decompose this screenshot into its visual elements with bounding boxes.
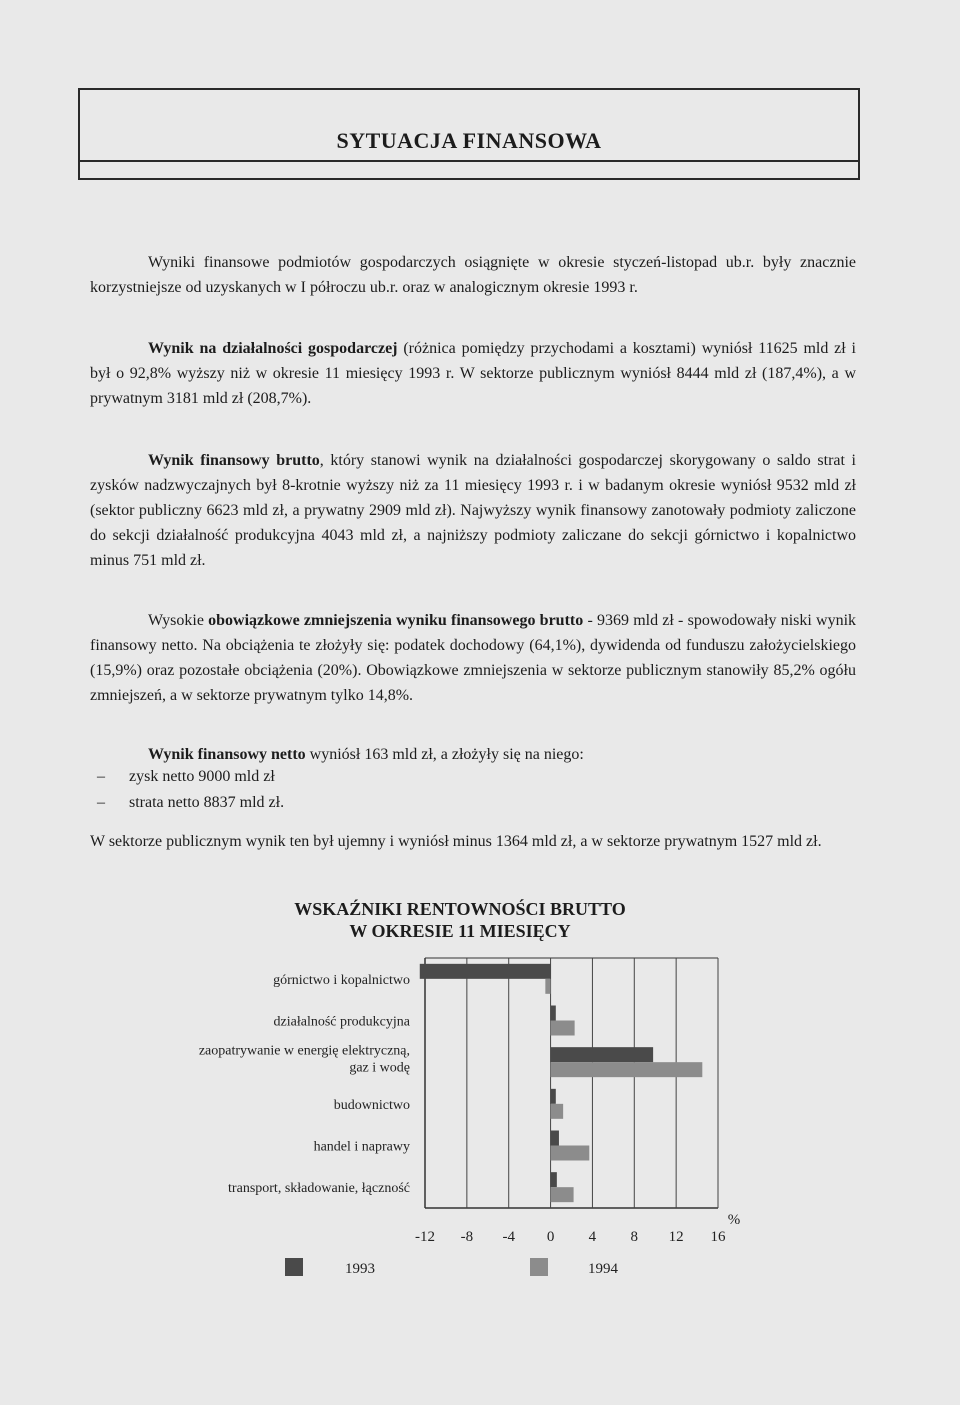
x-tick-label: 4 [588,1229,597,1245]
term-business-result: Wynik na działalności gospodarczej [148,340,398,357]
bar-1994 [551,1146,590,1161]
category-label: gaz i wodę [349,1060,410,1076]
legend-swatch-1994 [530,1258,548,1276]
bar-1993 [551,1172,557,1187]
paragraph-deductions-pre: Wysokie [148,612,209,629]
paragraph-gross-result-text: , który stanowi wynik na działalności gospodarczej skorygowany o saldo strat i zysków nadzwyczajnych był 8-krotnie wyższy niż za 11 miesięcy 1993 r. i w badanym okresie wyniósł 9532 mld zł (sektor publiczny 6623 mld zł, a prywatny 2909 mld zł). Najwyższy wynik finansowy zanotowały podmioty zaliczone do sekcji działalność produkcyjna 4043 mld zł, a najniższy podmioty zaliczane do sekcji górnictwo i kopalnictwo minus 751 mld zł. [90,452,856,569]
paragraph-net-result-text: wyniósł 163 mld zł, a złożyły się na niego: [305,746,584,763]
bar-1994 [551,1187,574,1202]
category-label: budownictwo [333,1097,410,1113]
x-tick-label: 16 [710,1229,726,1245]
term-gross-result: Wynik finansowy brutto [148,452,320,469]
x-tick-label: 0 [546,1229,555,1245]
category-label: działalność produkcyjna [273,1014,410,1030]
bar-1993 [551,1131,559,1146]
x-tick-label: -4 [502,1229,515,1245]
x-tick-label: 12 [668,1229,684,1245]
list-item-text: zysk netto 9000 mld zł [129,768,275,785]
bar-1993 [420,964,551,979]
page-title: SYTUACJA FINANSOWA [336,128,602,153]
category-label: transport, składowanie, łączność [228,1181,410,1197]
chart-title-line-2: W OKRESIE 11 MIESIĘCY [349,921,571,941]
paragraph-intro-text: Wyniki finansowe podmiotów gospodarczych osiągnięte w okresie styczeń-listopad ub.r. były znacznie korzystniejsze od uzyskanych w I półroczu ub.r. oraz w analogicznym okresie 1993 r. [90,254,856,296]
paragraph-business-result-text: (różnica pomiędzy przychodami a kosztami) wyniósł 11625 mld zł i był o 92,8% wyższy niż w okresie 11 miesięcy 1993 r. W sektorze publicznym wyniósł 8444 mld zł (187,4%), a w prywatnym 3181 mld zł (208,7%). [90,340,856,407]
category-label: zaopatrywanie w energię elektryczną, [198,1043,410,1059]
x-tick-label: -8 [460,1229,474,1245]
legend-swatch-1993 [285,1258,303,1276]
legend-label: 1993 [345,1261,375,1277]
x-tick-label: -12 [415,1229,435,1245]
chart-title-line-1: WSKAŹNIKI RENTOWNOŚCI BRUTTO [294,899,626,919]
bar-1994 [551,1104,564,1119]
bar-1993 [551,1089,556,1104]
bar-1993 [551,1047,654,1062]
paragraph-deductions-text: - 9369 mld zł - spowodowały niski wynik finansowy netto. Na obciążenia te złożyły się: podatek dochodowy (64,1%), dywidenda od funduszu założycielskiego (15,9%) oraz pozostałe obciążenia (20%). Obowiązkowe zmniejszenia w sektorze publicznym stanowiły 85,2% ogółu zmniejszeń, a w sektorze prywatnym tylko 14,8%. [90,612,857,704]
list-item: – strata netto 8837 mld zł. [97,794,285,811]
bar-1993 [551,1006,556,1021]
paragraph-sectors-text: W sektorze publicznym wynik ten był ujemny i wyniósł minus 1364 mld zł, a w sektorze prywatnym 1527 mld zł. [90,833,822,850]
category-label: górnictwo i kopalnictwo [273,972,410,988]
list-item: – zysk netto 9000 mld zł [97,768,275,785]
x-tick-label: 8 [630,1229,639,1245]
x-unit-label: % [727,1212,741,1228]
bar-1994 [551,1021,575,1036]
term-deductions: obowiązkowe zmniejszenia wyniku finansowego brutto [208,612,584,629]
bar-1994 [551,1062,703,1077]
term-net-result: Wynik finansowy netto [148,746,306,763]
category-label: handel i naprawy [313,1139,410,1155]
legend-label: 1994 [588,1261,618,1277]
list-item-text: strata netto 8837 mld zł. [129,794,285,811]
bar-1994 [545,979,550,994]
